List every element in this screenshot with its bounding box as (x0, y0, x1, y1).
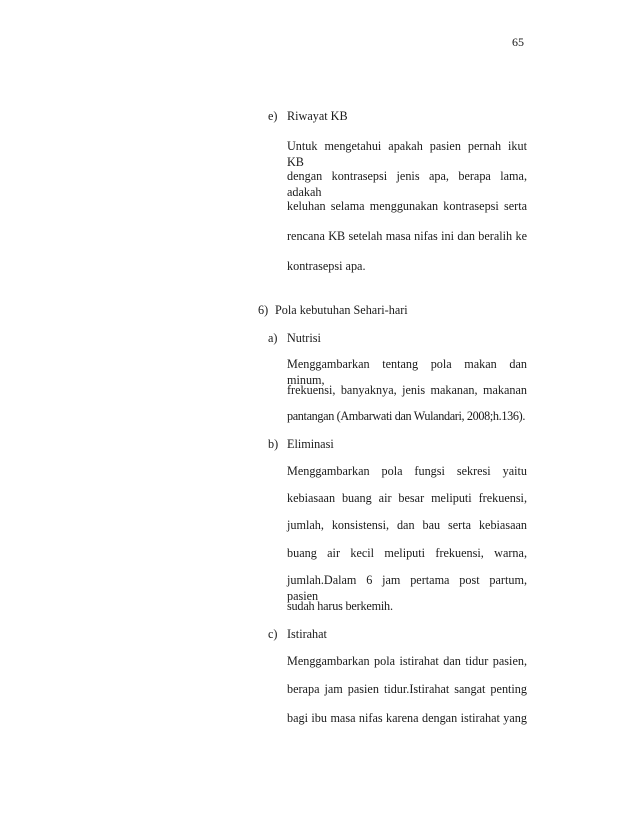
item-a-line-2: frekuensi, banyaknya, jenis makanan, makanan (287, 383, 527, 397)
item-a-marker: a) (268, 331, 278, 345)
section-e-line-5: kontrasepsi apa. (287, 259, 366, 273)
item-b-line-6: sudah harus berkemih. (287, 599, 393, 613)
item-a-line-1: Menggambarkan tentang pola makan dan minum, (287, 357, 527, 387)
item-c-marker: c) (268, 627, 278, 641)
item-b-line-1: Menggambarkan pola fungsi sekresi yaitu (287, 464, 527, 478)
item-c-line-2: berapa jam pasien tidur.Istirahat sangat penting (287, 682, 527, 696)
section-e-line-4: rencana KB setelah masa nifas ini dan beralih ke (287, 229, 527, 243)
section-e-line-2: dengan kontrasepsi jenis apa, berapa lama, adakah (287, 169, 527, 199)
section-e-marker: e) (268, 109, 278, 123)
item-b-line-4: buang air kecil meliputi frekuensi, warna, (287, 546, 527, 560)
section-e-heading: Riwayat KB (287, 109, 348, 123)
page-number: 65 (512, 35, 524, 49)
item-c-line-3: bagi ibu masa nifas karena dengan istirahat yang (287, 711, 527, 725)
item-b-line-2: kebiasaan buang air besar meliputi frekuensi, (287, 491, 527, 505)
section-6-marker: 6) (258, 303, 269, 317)
item-b-line-5: jumlah.Dalam 6 jam pertama post partum, pasien (287, 573, 527, 603)
section-6-heading: Pola kebutuhan Sehari-hari (275, 303, 408, 317)
item-c-line-1: Menggambarkan pola istirahat dan tidur pasien, (287, 654, 527, 668)
item-b-heading: Eliminasi (287, 437, 334, 451)
section-e-line-3: keluhan selama menggunakan kontrasepsi serta (287, 199, 527, 213)
item-a-heading: Nutrisi (287, 331, 321, 345)
item-b-marker: b) (268, 437, 279, 451)
item-b-line-3: jumlah, konsistensi, dan bau serta kebiasaan (287, 518, 527, 532)
item-c-heading: Istirahat (287, 627, 327, 641)
item-a-line-3: pantangan (Ambarwati dan Wulandari, 2008;h.136). (287, 409, 526, 423)
section-e-line-1: Untuk mengetahui apakah pasien pernah ikut KB (287, 139, 527, 169)
